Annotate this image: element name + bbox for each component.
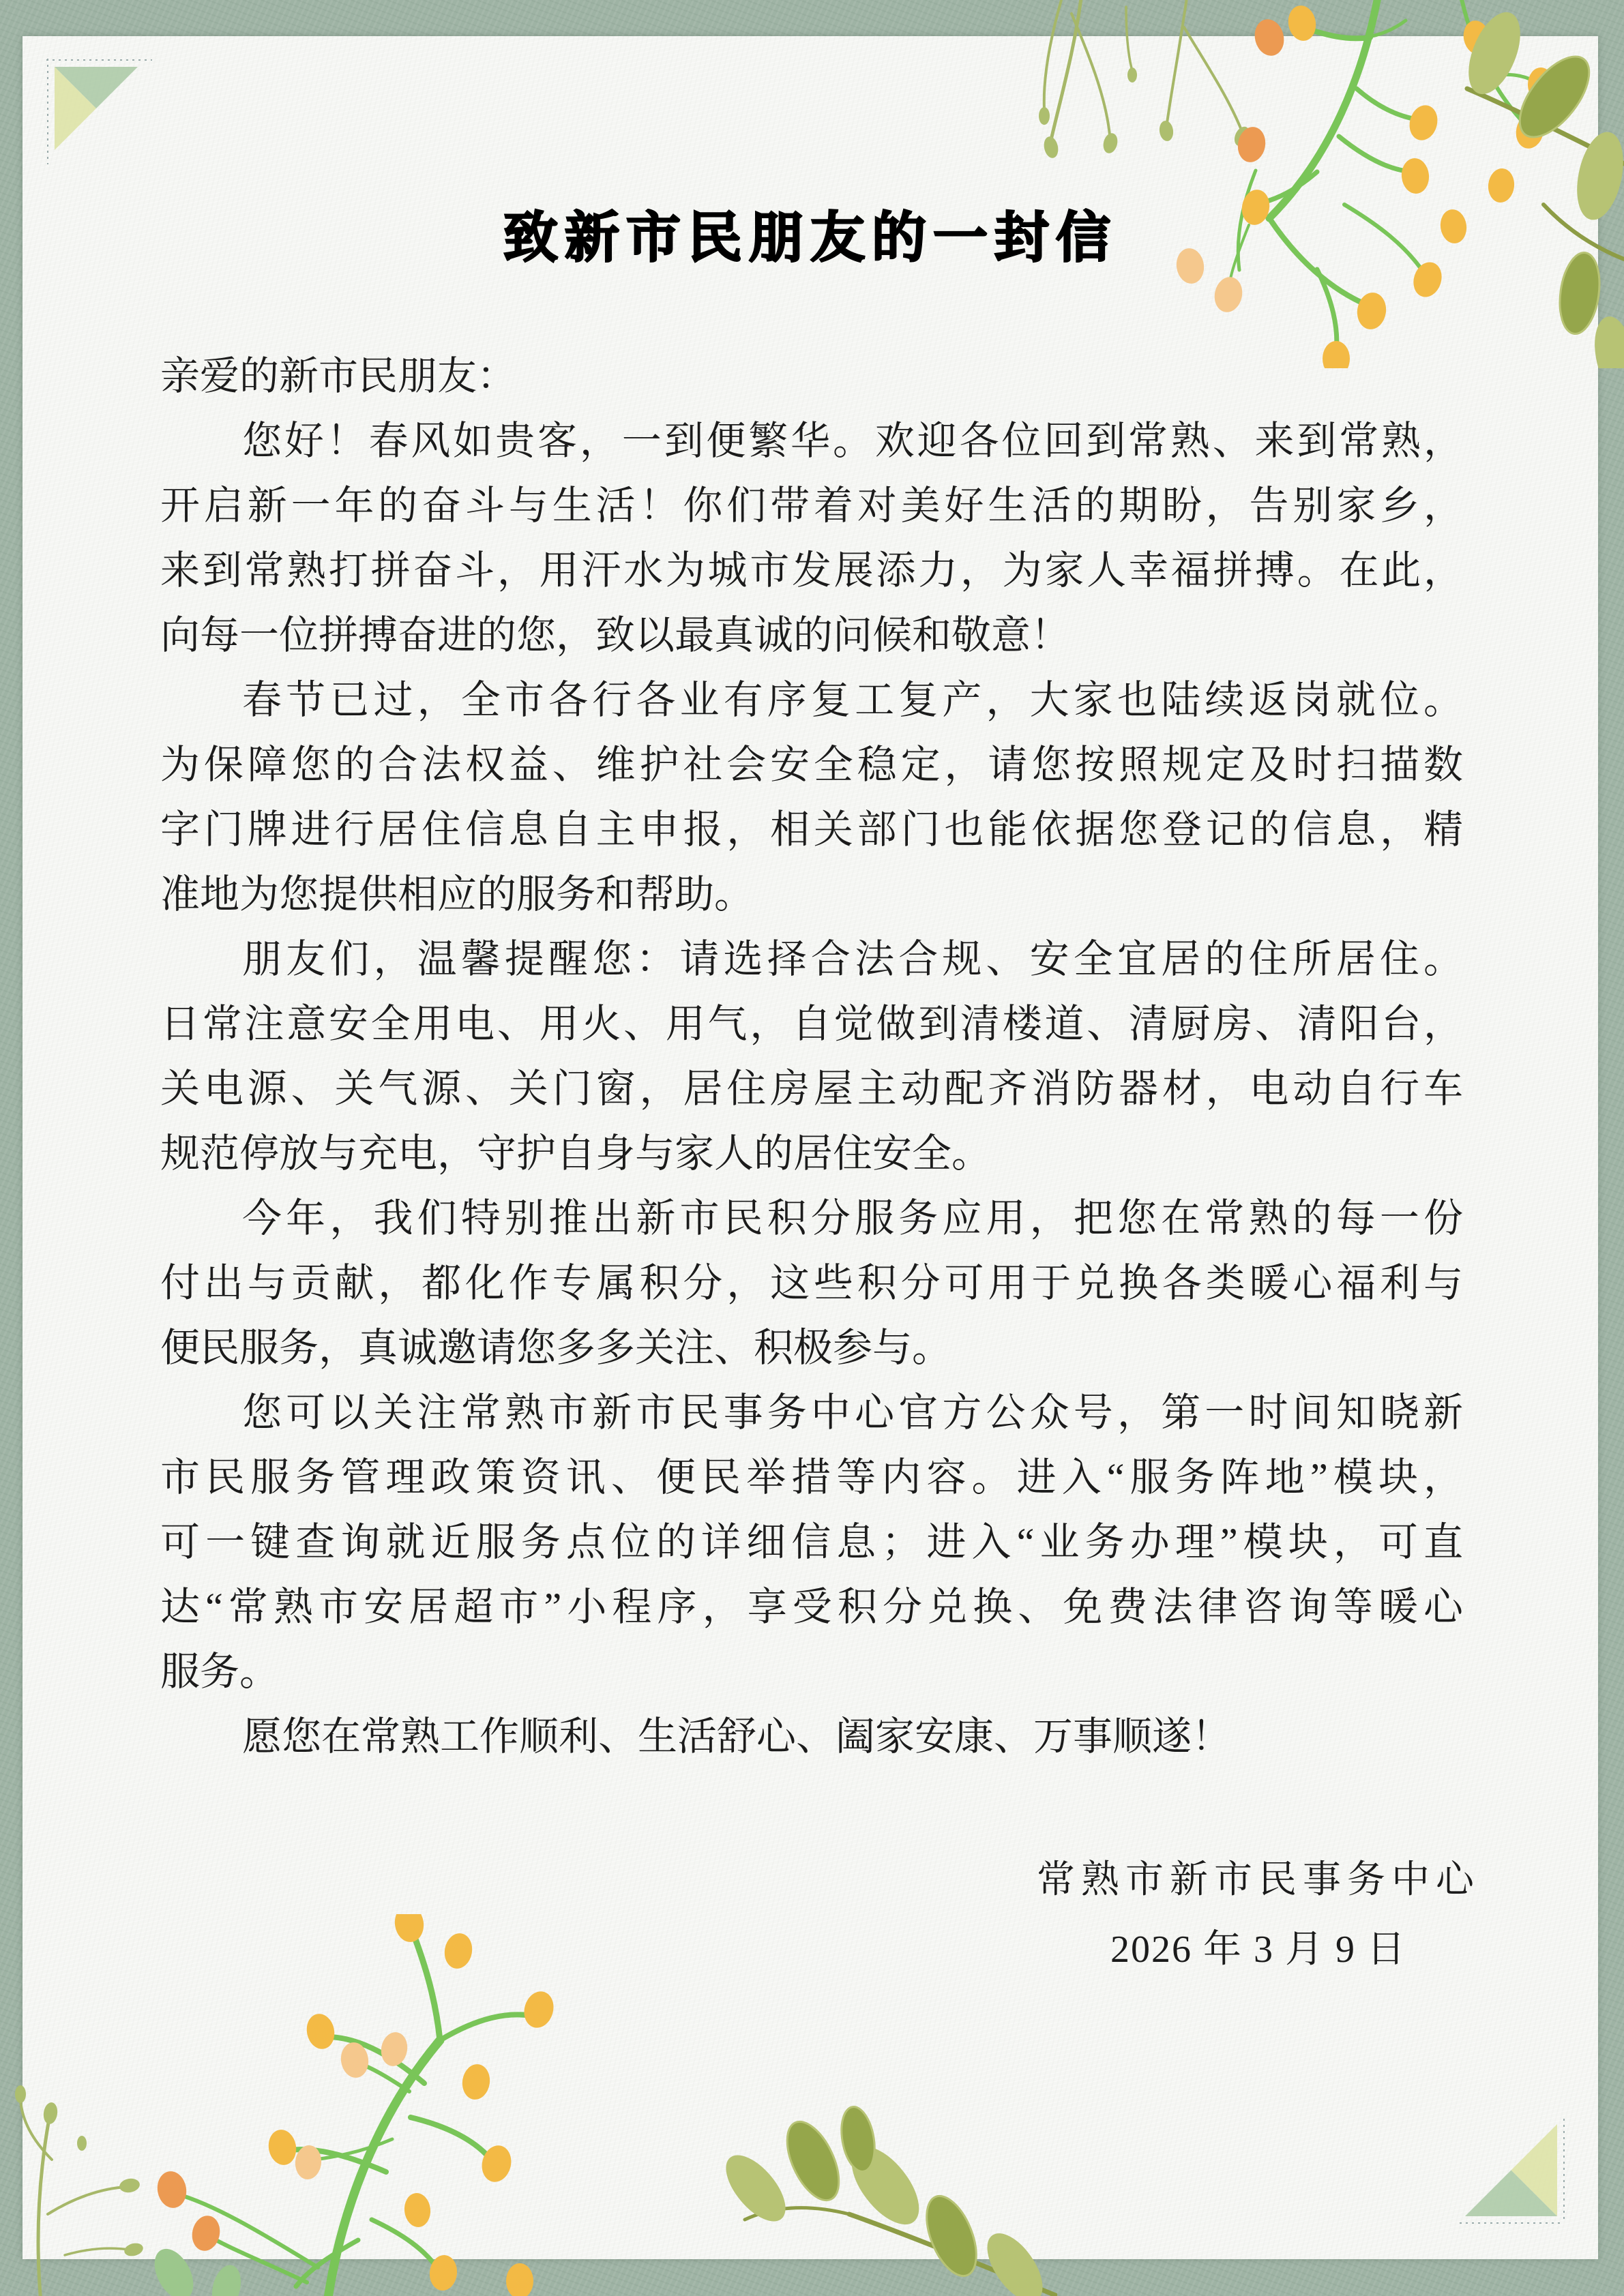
letter-line: 春节已过，全市各行各业有序复工复产，大家也陆续返岗就位。 <box>242 678 1463 722</box>
letter-salutation: 亲爱的新市民朋友： <box>160 354 517 398</box>
letter-line: 朋友们，温馨提醒您：请选择合法合规、安全宜居的住所居住。 <box>242 937 1463 981</box>
letter-line: 为保障您的合法权益、维护社会安全稳定，请您按照规定及时扫描数 <box>160 743 1463 787</box>
letter-line: 开启新一年的奋斗与生活！你们带着对美好生活的期盼，告别家乡， <box>160 483 1463 528</box>
letter-body <box>160 344 1463 1769</box>
letter-line: 可一键查询就近服务点位的详细信息；进入“业务办理”模块，可直 <box>160 1520 1463 1564</box>
letter-line: 您好！春风如贵客，一到便繁华。欢迎各位回到常熟、来到常熟， <box>242 419 1463 463</box>
letter-line: 日常注意安全用电、用火、用气，自觉做到清楼道、清厨房、清阳台， <box>160 1002 1463 1046</box>
signature-date: 2026 年 3 月 9 日 <box>1110 1928 1406 1971</box>
corner-triangle-icon-bottom-right <box>1446 2105 1565 2224</box>
corner-triangle-icon-top-left <box>46 59 166 178</box>
letter-line: 规范停放与充电，守护自身与家人的居住安全。 <box>160 1131 992 1176</box>
letter-line: 服务。 <box>160 1650 280 1694</box>
letter-line: 今年，我们特别推出新市民积分服务应用，把您在常熟的每一份 <box>242 1196 1463 1240</box>
letter-title: 致新市民朋友的一封信 <box>503 207 1117 268</box>
letter-paper <box>23 36 1598 2259</box>
letter-line: 便民服务，真诚邀请您多多关注、积极参与。 <box>160 1326 952 1370</box>
letter-line: 愿您在常熟工作顺利、生活舒心、阖家安康、万事顺遂！ <box>242 1714 1232 1759</box>
signature-org: 常熟市新市民事务中心 <box>1037 1859 1480 1901</box>
letter-line: 市民服务管理政策资讯、便民举措等内容。进入“服务阵地”模块， <box>160 1455 1463 1500</box>
signature-block <box>1037 1845 1480 1984</box>
letter-line: 来到常熟打拼奋斗，用汗水为城市发展添力，为家人幸福拼搏。在此， <box>160 548 1463 593</box>
letter-line: 达“常熟市安居超市”小程序，享受积分兑换、免费法律咨询等暖心 <box>160 1585 1463 1629</box>
letter-line: 付出与贡献，都化作专属积分，这些积分可用于兑换各类暖心福利与 <box>160 1261 1463 1305</box>
letter-line: 准地为您提供相应的服务和帮助。 <box>160 872 754 916</box>
letter-line: 字门牌进行居住信息自主申报，相关部门也能依据您登记的信息，精 <box>160 807 1463 852</box>
letter-line: 关电源、关气源、关门窗，居住房屋主动配齐消防器材，电动自行车 <box>160 1067 1463 1111</box>
letter-line: 向每一位拼搏奋进的您，致以最真诚的问候和敬意！ <box>160 613 1071 657</box>
letter-line: 您可以关注常熟市新市民事务中心官方公众号，第一时间知晓新 <box>242 1390 1463 1435</box>
